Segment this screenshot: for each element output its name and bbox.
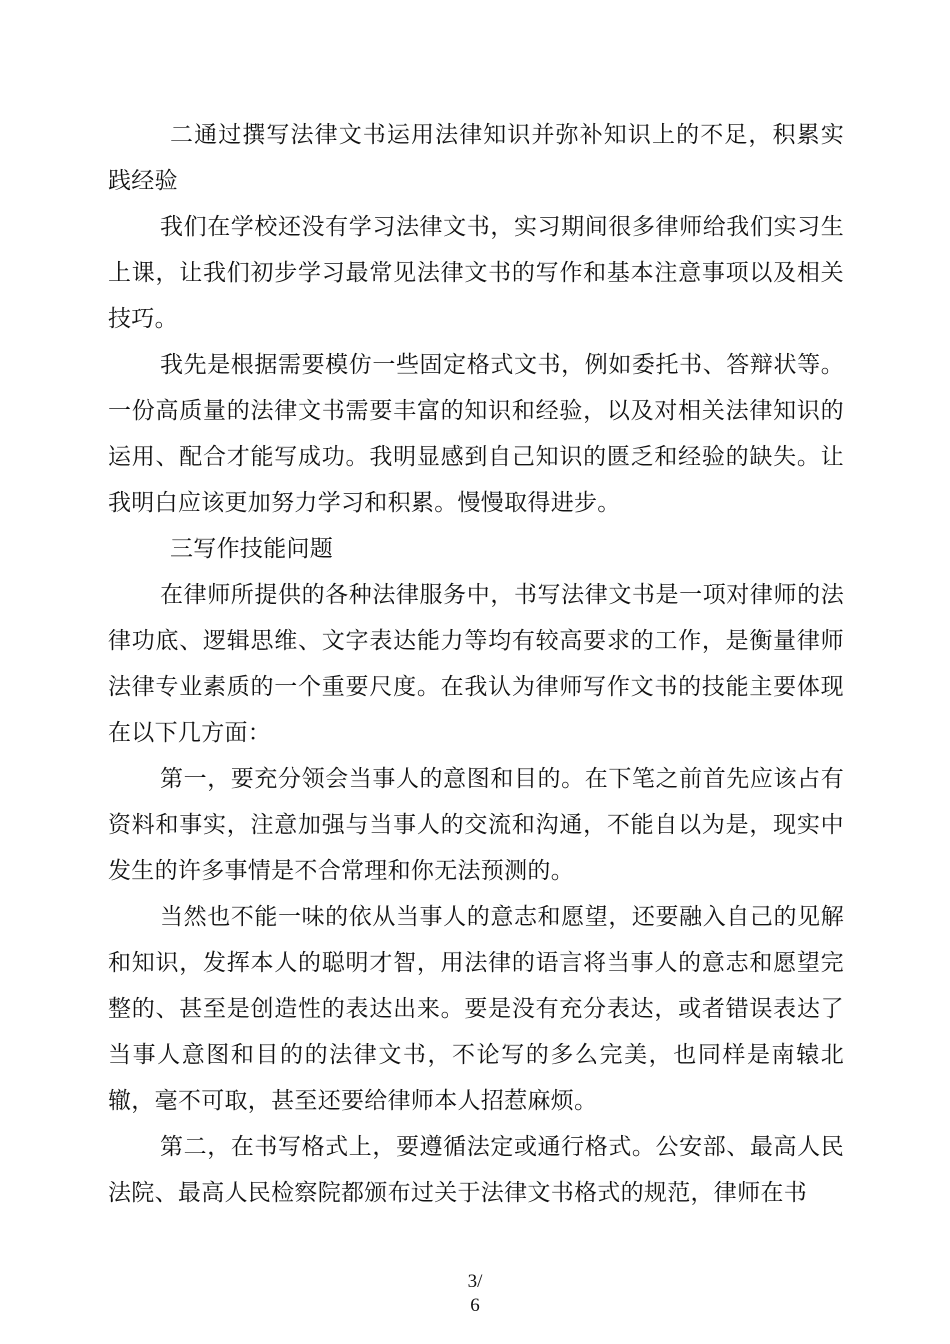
- body-paragraph: 在律师所提供的各种法律服务中，书写法律文书是一项对律师的法律功底、逻辑思维、文字表达能力等均有较高要求的工作，是衡量律师法律专业素质的一个重要尺度。在我认为律师写作文书的技能主要体现在以下几方面：: [108, 582, 844, 746]
- body-paragraph: 我先是根据需要模仿一些固定格式文书，例如委托书、答辩状等。一份高质量的法律文书需要丰富的知识和经验，以及对相关法律知识的运用、配合才能写成功。我明显感到自己知识的匮乏和经验的缺失。让我明白应该更加努力学习和积累。慢慢取得进步。: [108, 352, 844, 516]
- body-paragraph: 第二，在书写格式上，要遵循法定或通行格式。公安部、最高人民法院、最高人民检察院都颁布过关于法律文书格式的规范，律师在书: [108, 1134, 844, 1206]
- page-number: [0, 1270, 950, 1318]
- body-paragraph: 我们在学校还没有学习法律文书，实习期间很多律师给我们实习生上课，让我们初步学习最常见法律文书的写作和基本注意事项以及相关技巧。: [108, 214, 844, 332]
- document-body: [108, 112, 844, 1216]
- body-paragraph: 当然也不能一味的依从当事人的意志和愿望，还要融入自己的见解和知识，发挥本人的聪明才智，用法律的语言将当事人的意志和愿望完整的、甚至是创造性的表达出来。要是没有充分表达，或者错误表达了当事人意图和目的的法律文书，不论写的多么完美，也同样是南辕北辙，毫不可取，甚至还要给律师本人招惹麻烦。: [108, 904, 844, 1114]
- page-number-current: 3/: [467, 1271, 483, 1292]
- section-heading-3: 三写作技能问题: [170, 536, 334, 562]
- body-paragraph: 第一，要充分领会当事人的意图和目的。在下笔之前首先应该占有资料和事实，注意加强与当事人的交流和沟通，不能自以为是，现实中发生的许多事情是不合常理和你无法预测的。: [108, 766, 844, 884]
- section-heading-2: 二通过撰写法律文书运用法律知识并弥补知识上的不足，积累实践经验: [108, 122, 844, 194]
- page-number-total: 6: [470, 1295, 480, 1316]
